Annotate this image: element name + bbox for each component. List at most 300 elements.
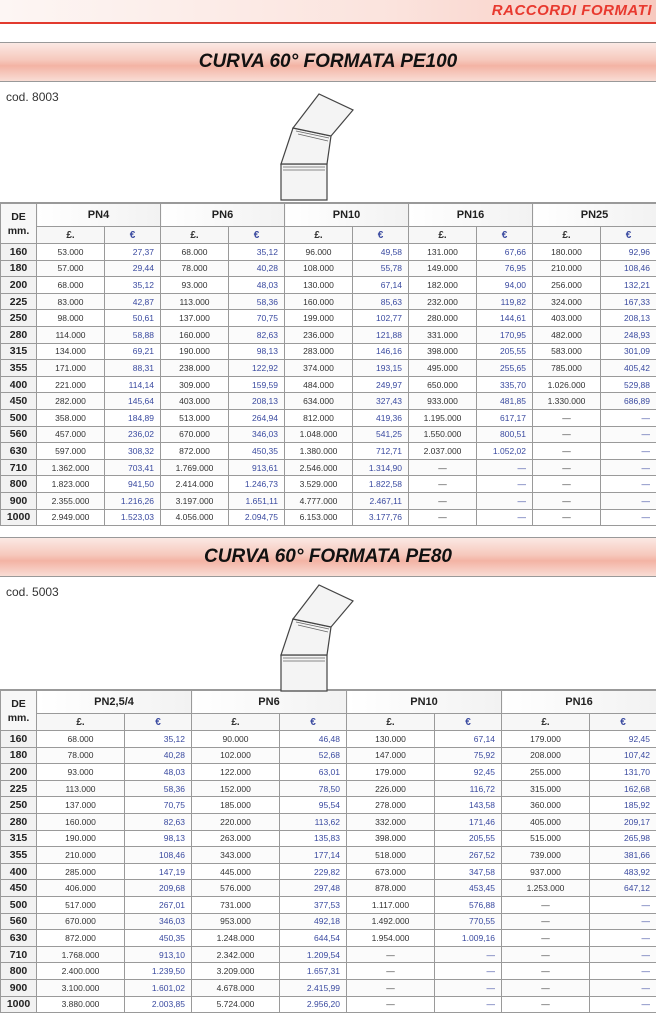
price-lire-cell: — (409, 476, 477, 493)
currency-euro-header: € (105, 227, 161, 244)
product-code: cod. 8003 (6, 90, 59, 104)
table-row (1, 896, 656, 913)
price-lire-cell: 5.724.000 (192, 996, 280, 1013)
table-row (1, 780, 656, 797)
price-lire-cell: 2.414.000 (161, 476, 229, 493)
price-lire-cell: 484.000 (285, 376, 353, 393)
price-euro-cell: 70,75 (229, 310, 285, 327)
price-lire-cell: — (533, 492, 601, 509)
product-code: cod. 5003 (6, 585, 59, 599)
de-cell: 280 (1, 326, 37, 343)
price-lire-cell: 2.546.000 (285, 459, 353, 476)
price-euro-cell: 82,63 (125, 813, 192, 830)
currency-lire-header: £. (347, 714, 435, 731)
price-lire-cell: 2.342.000 (192, 946, 280, 963)
section-header: RACCORDI FORMATI (491, 2, 652, 19)
currency-euro-header: € (229, 227, 285, 244)
price-lire-cell: 147.000 (347, 747, 435, 764)
currency-lire-header: £. (192, 714, 280, 731)
price-lire-cell: 134.000 (37, 343, 105, 360)
price-lire-cell: 108.000 (285, 260, 353, 277)
pn-group-header: PN16 (409, 204, 533, 227)
de-cell: 250 (1, 797, 37, 814)
price-euro-cell: 82,63 (229, 326, 285, 343)
price-lire-cell: 495.000 (409, 360, 477, 377)
price-lire-cell: 1.048.000 (285, 426, 353, 443)
price-lire-cell: 670.000 (37, 913, 125, 930)
price-euro-cell: — (601, 443, 656, 460)
price-euro-cell: 712,71 (353, 443, 409, 460)
price-lire-cell: 236.000 (285, 326, 353, 343)
price-euro-cell: 48,03 (125, 764, 192, 781)
price-lire-cell: 2.037.000 (409, 443, 477, 460)
price-euro-cell: 193,15 (353, 360, 409, 377)
table-row (1, 492, 656, 509)
price-euro-cell: 450,35 (229, 443, 285, 460)
price-euro-cell: 346,03 (125, 913, 192, 930)
price-euro-cell: 122,92 (229, 360, 285, 377)
price-euro-cell: 248,93 (601, 326, 656, 343)
price-lire-cell: — (409, 509, 477, 526)
pn-group-header: PN2,5/4 (37, 691, 192, 714)
price-lire-cell: 1.026.000 (533, 376, 601, 393)
price-lire-cell: 4.777.000 (285, 492, 353, 509)
de-cell: 315 (1, 830, 37, 847)
price-euro-cell: 644,54 (280, 930, 347, 947)
price-euro-cell: 75,92 (435, 747, 502, 764)
price-lire-cell: — (533, 443, 601, 460)
elbow-60-icon (275, 583, 385, 693)
de-cell: 450 (1, 880, 37, 897)
table-row (1, 963, 656, 980)
price-euro-cell: 29,44 (105, 260, 161, 277)
currency-euro-header: € (280, 714, 347, 731)
price-lire-cell: 518.000 (347, 847, 435, 864)
price-lire-cell: 739.000 (502, 847, 590, 864)
price-euro-cell: 301,09 (601, 343, 656, 360)
de-cell: 400 (1, 863, 37, 880)
table-row (1, 476, 656, 493)
table-title: CURVA 60° FORMATA PE80 (0, 537, 656, 577)
price-lire-cell: 210.000 (533, 260, 601, 277)
price-euro-cell: 617,17 (477, 409, 533, 426)
price-euro-cell: 541,25 (353, 426, 409, 443)
de-cell: 280 (1, 813, 37, 830)
price-lire-cell: 3.209.000 (192, 963, 280, 980)
price-lire-cell: 53.000 (37, 244, 105, 261)
price-euro-cell: 121,88 (353, 326, 409, 343)
price-euro-cell: 95,54 (280, 797, 347, 814)
price-lire-cell: 122.000 (192, 764, 280, 781)
price-lire-cell: 1.769.000 (161, 459, 229, 476)
price-lire-cell: 583.000 (533, 343, 601, 360)
de-cell: 225 (1, 780, 37, 797)
price-lire-cell: 4.678.000 (192, 979, 280, 996)
price-euro-cell: 1.657,31 (280, 963, 347, 980)
price-euro-cell: 143,58 (435, 797, 502, 814)
de-cell: 225 (1, 293, 37, 310)
price-euro-cell: 67,14 (435, 731, 502, 748)
price-euro-cell: 145,64 (105, 393, 161, 410)
product-info (0, 577, 656, 690)
price-euro-cell: 69,21 (105, 343, 161, 360)
price-lire-cell: 185.000 (192, 797, 280, 814)
price-lire-cell: 179.000 (347, 764, 435, 781)
price-lire-cell: 208.000 (502, 747, 590, 764)
price-euro-cell: 135,83 (280, 830, 347, 847)
price-lire-cell: 130.000 (347, 731, 435, 748)
price-euro-cell: 49,58 (353, 244, 409, 261)
price-lire-cell: 517.000 (37, 896, 125, 913)
price-lire-cell: 238.000 (161, 360, 229, 377)
price-euro-cell: 159,59 (229, 376, 285, 393)
price-euro-cell: 1.651,11 (229, 492, 285, 509)
price-euro-cell: 703,41 (105, 459, 161, 476)
price-euro-cell: 346,03 (229, 426, 285, 443)
price-lire-cell: 232.000 (409, 293, 477, 310)
price-table (0, 203, 656, 526)
price-lire-cell: 68.000 (37, 277, 105, 294)
price-lire-cell: 933.000 (409, 393, 477, 410)
price-lire-cell: 878.000 (347, 880, 435, 897)
price-lire-cell: 113.000 (161, 293, 229, 310)
currency-lire-header: £. (409, 227, 477, 244)
table-row (1, 830, 656, 847)
price-lire-cell: 278.000 (347, 797, 435, 814)
price-lire-cell: 4.056.000 (161, 509, 229, 526)
price-euro-cell: 267,01 (125, 896, 192, 913)
price-lire-cell: 113.000 (37, 780, 125, 797)
price-lire-cell: 1.492.000 (347, 913, 435, 930)
price-lire-cell: 137.000 (37, 797, 125, 814)
pn-group-header: PN16 (502, 691, 656, 714)
elbow-60-icon (275, 92, 385, 202)
price-euro-cell: 184,89 (105, 409, 161, 426)
price-lire-cell: 457.000 (37, 426, 105, 443)
table-row (1, 310, 656, 327)
price-euro-cell: — (601, 426, 656, 443)
table-row (1, 343, 656, 360)
table-row (1, 393, 656, 410)
price-lire-cell: 650.000 (409, 376, 477, 393)
price-euro-cell: — (590, 946, 656, 963)
price-euro-cell: 2.956,20 (280, 996, 347, 1013)
de-cell: 630 (1, 930, 37, 947)
price-euro-cell: — (590, 896, 656, 913)
de-cell: 500 (1, 409, 37, 426)
price-euro-cell: 209,17 (590, 813, 656, 830)
price-lire-cell: 358.000 (37, 409, 105, 426)
table-block-pe100 (0, 42, 656, 526)
price-euro-cell: 67,14 (353, 277, 409, 294)
price-lire-cell: — (502, 979, 590, 996)
de-cell: 500 (1, 896, 37, 913)
price-euro-cell: 2.094,75 (229, 509, 285, 526)
de-cell: 250 (1, 310, 37, 327)
price-euro-cell: 1.052,02 (477, 443, 533, 460)
pn-group-header: PN10 (347, 691, 502, 714)
price-euro-cell: 1.822,58 (353, 476, 409, 493)
price-lire-cell: 221.000 (37, 376, 105, 393)
price-lire-cell: 515.000 (502, 830, 590, 847)
price-lire-cell: — (533, 509, 601, 526)
price-euro-cell: 107,42 (590, 747, 656, 764)
price-lire-cell: 160.000 (37, 813, 125, 830)
price-euro-cell: 92,96 (601, 244, 656, 261)
price-lire-cell: — (347, 946, 435, 963)
price-lire-cell: 1.195.000 (409, 409, 477, 426)
price-lire-cell: 403.000 (161, 393, 229, 410)
table-row (1, 979, 656, 996)
price-lire-cell: — (502, 930, 590, 947)
price-euro-cell: 27,37 (105, 244, 161, 261)
price-euro-cell: 2.467,11 (353, 492, 409, 509)
price-euro-cell: 308,32 (105, 443, 161, 460)
de-cell: 400 (1, 376, 37, 393)
price-euro-cell: 686,89 (601, 393, 656, 410)
price-lire-cell: 1.330.000 (533, 393, 601, 410)
price-euro-cell: 450,35 (125, 930, 192, 947)
price-euro-cell: 55,78 (353, 260, 409, 277)
price-lire-cell: 68.000 (161, 244, 229, 261)
price-euro-cell: 419,36 (353, 409, 409, 426)
table-row (1, 360, 656, 377)
price-lire-cell: 78.000 (37, 747, 125, 764)
price-euro-cell: — (435, 996, 502, 1013)
price-lire-cell: 937.000 (502, 863, 590, 880)
price-euro-cell: 1.209,54 (280, 946, 347, 963)
product-info (0, 82, 656, 203)
price-euro-cell: 98,13 (229, 343, 285, 360)
currency-lire-header: £. (161, 227, 229, 244)
price-lire-cell: 152.000 (192, 780, 280, 797)
price-euro-cell: — (477, 459, 533, 476)
table-row (1, 913, 656, 930)
de-cell: 560 (1, 426, 37, 443)
price-euro-cell: — (590, 979, 656, 996)
table-row (1, 277, 656, 294)
price-lire-cell: 199.000 (285, 310, 353, 327)
currency-lire-header: £. (533, 227, 601, 244)
price-euro-cell: — (601, 492, 656, 509)
price-table (0, 690, 656, 1013)
table-row (1, 996, 656, 1013)
price-lire-cell: 180.000 (533, 244, 601, 261)
price-euro-cell: 492,18 (280, 913, 347, 930)
table-row (1, 244, 656, 261)
price-euro-cell: — (601, 509, 656, 526)
price-lire-cell: 285.000 (37, 863, 125, 880)
price-lire-cell: 190.000 (161, 343, 229, 360)
currency-lire-header: £. (502, 714, 590, 731)
price-lire-cell: — (502, 996, 590, 1013)
price-euro-cell: 147,19 (125, 863, 192, 880)
price-euro-cell: 116,72 (435, 780, 502, 797)
price-lire-cell: 263.000 (192, 830, 280, 847)
price-euro-cell: 1.009,16 (435, 930, 502, 947)
currency-euro-header: € (601, 227, 656, 244)
price-lire-cell: — (533, 476, 601, 493)
de-cell: 800 (1, 963, 37, 980)
de-cell: 800 (1, 476, 37, 493)
price-euro-cell: 67,66 (477, 244, 533, 261)
price-euro-cell: 42,87 (105, 293, 161, 310)
de-cell: 560 (1, 913, 37, 930)
price-euro-cell: — (477, 492, 533, 509)
price-euro-cell: 483,92 (590, 863, 656, 880)
currency-lire-header: £. (285, 227, 353, 244)
de-cell: 710 (1, 459, 37, 476)
price-euro-cell: 63,01 (280, 764, 347, 781)
price-euro-cell: 770,55 (435, 913, 502, 930)
price-euro-cell: 40,28 (229, 260, 285, 277)
price-lire-cell: — (409, 459, 477, 476)
price-euro-cell: — (590, 963, 656, 980)
price-lire-cell: 2.949.000 (37, 509, 105, 526)
de-cell: 630 (1, 443, 37, 460)
price-euro-cell: 35,12 (125, 731, 192, 748)
price-euro-cell: 114,14 (105, 376, 161, 393)
price-euro-cell: 170,95 (477, 326, 533, 343)
table-row (1, 946, 656, 963)
price-euro-cell: — (435, 946, 502, 963)
price-euro-cell: 327,43 (353, 393, 409, 410)
table-row (1, 863, 656, 880)
price-lire-cell: 282.000 (37, 393, 105, 410)
price-lire-cell: 1.253.000 (502, 880, 590, 897)
price-euro-cell: 205,55 (435, 830, 502, 847)
de-cell: 160 (1, 244, 37, 261)
price-lire-cell: 78.000 (161, 260, 229, 277)
price-euro-cell: — (435, 979, 502, 996)
currency-euro-header: € (125, 714, 192, 731)
table-row (1, 731, 656, 748)
price-lire-cell: 374.000 (285, 360, 353, 377)
price-euro-cell: 529,88 (601, 376, 656, 393)
price-lire-cell: 445.000 (192, 863, 280, 880)
price-lire-cell: 130.000 (285, 277, 353, 294)
price-lire-cell: 283.000 (285, 343, 353, 360)
price-lire-cell: — (502, 913, 590, 930)
price-lire-cell: 670.000 (161, 426, 229, 443)
price-euro-cell: 58,88 (105, 326, 161, 343)
price-lire-cell: 160.000 (161, 326, 229, 343)
price-euro-cell: 229,82 (280, 863, 347, 880)
table-row (1, 747, 656, 764)
pn-group-header: PN25 (533, 204, 656, 227)
price-lire-cell: 1.362.000 (37, 459, 105, 476)
de-cell: 1000 (1, 996, 37, 1013)
currency-euro-header: € (353, 227, 409, 244)
table-row (1, 813, 656, 830)
price-lire-cell: 406.000 (37, 880, 125, 897)
de-cell: 315 (1, 343, 37, 360)
price-euro-cell: 92,45 (435, 764, 502, 781)
de-cell: 1000 (1, 509, 37, 526)
price-euro-cell: 249,97 (353, 376, 409, 393)
price-lire-cell: 785.000 (533, 360, 601, 377)
price-lire-cell: 332.000 (347, 813, 435, 830)
de-cell: 710 (1, 946, 37, 963)
de-header: DE mm. (1, 204, 37, 244)
price-lire-cell: 3.197.000 (161, 492, 229, 509)
price-euro-cell: — (477, 509, 533, 526)
price-lire-cell: 872.000 (37, 930, 125, 947)
price-lire-cell: 3.529.000 (285, 476, 353, 493)
de-cell: 180 (1, 260, 37, 277)
table-row (1, 930, 656, 947)
price-lire-cell: 190.000 (37, 830, 125, 847)
price-euro-cell: 98,13 (125, 830, 192, 847)
price-lire-cell: 953.000 (192, 913, 280, 930)
de-cell: 900 (1, 492, 37, 509)
price-euro-cell: 132,21 (601, 277, 656, 294)
price-lire-cell: 2.400.000 (37, 963, 125, 980)
price-lire-cell: — (347, 996, 435, 1013)
price-euro-cell: 208,13 (229, 393, 285, 410)
de-cell: 355 (1, 847, 37, 864)
price-euro-cell: 576,88 (435, 896, 502, 913)
currency-euro-header: € (590, 714, 656, 731)
price-lire-cell: 331.000 (409, 326, 477, 343)
price-lire-cell: 398.000 (347, 830, 435, 847)
price-euro-cell: 40,28 (125, 747, 192, 764)
de-cell: 900 (1, 979, 37, 996)
price-euro-cell: 76,95 (477, 260, 533, 277)
price-lire-cell: 57.000 (37, 260, 105, 277)
price-euro-cell: 405,42 (601, 360, 656, 377)
price-lire-cell: 3.880.000 (37, 996, 125, 1013)
price-euro-cell: 1.239,50 (125, 963, 192, 980)
price-euro-cell: 941,50 (105, 476, 161, 493)
price-euro-cell: 146,16 (353, 343, 409, 360)
table-row (1, 764, 656, 781)
price-euro-cell: 453,45 (435, 880, 502, 897)
price-lire-cell: 149.000 (409, 260, 477, 277)
price-euro-cell: 92,45 (590, 731, 656, 748)
price-euro-cell: 800,51 (477, 426, 533, 443)
price-lire-cell: 3.100.000 (37, 979, 125, 996)
price-lire-cell: 1.117.000 (347, 896, 435, 913)
price-lire-cell: 1.550.000 (409, 426, 477, 443)
price-lire-cell: — (502, 896, 590, 913)
price-lire-cell: 160.000 (285, 293, 353, 310)
price-lire-cell: — (347, 979, 435, 996)
price-lire-cell: 343.000 (192, 847, 280, 864)
price-euro-cell: 647,12 (590, 880, 656, 897)
price-lire-cell: 83.000 (37, 293, 105, 310)
price-euro-cell: 185,92 (590, 797, 656, 814)
pn-group-header: PN6 (161, 204, 285, 227)
price-euro-cell: — (435, 963, 502, 980)
price-lire-cell: 2.355.000 (37, 492, 105, 509)
price-euro-cell: 1.314,90 (353, 459, 409, 476)
price-euro-cell: 35,12 (229, 244, 285, 261)
price-euro-cell: 264,94 (229, 409, 285, 426)
price-euro-cell: 50,61 (105, 310, 161, 327)
price-lire-cell: 731.000 (192, 896, 280, 913)
price-lire-cell: — (502, 963, 590, 980)
price-euro-cell: 78,50 (280, 780, 347, 797)
price-lire-cell: 1.823.000 (37, 476, 105, 493)
price-euro-cell: 265,98 (590, 830, 656, 847)
table-row (1, 847, 656, 864)
price-euro-cell: 347,58 (435, 863, 502, 880)
price-lire-cell: 93.000 (37, 764, 125, 781)
price-lire-cell: — (533, 426, 601, 443)
table-row (1, 376, 656, 393)
de-header: DE mm. (1, 691, 37, 731)
